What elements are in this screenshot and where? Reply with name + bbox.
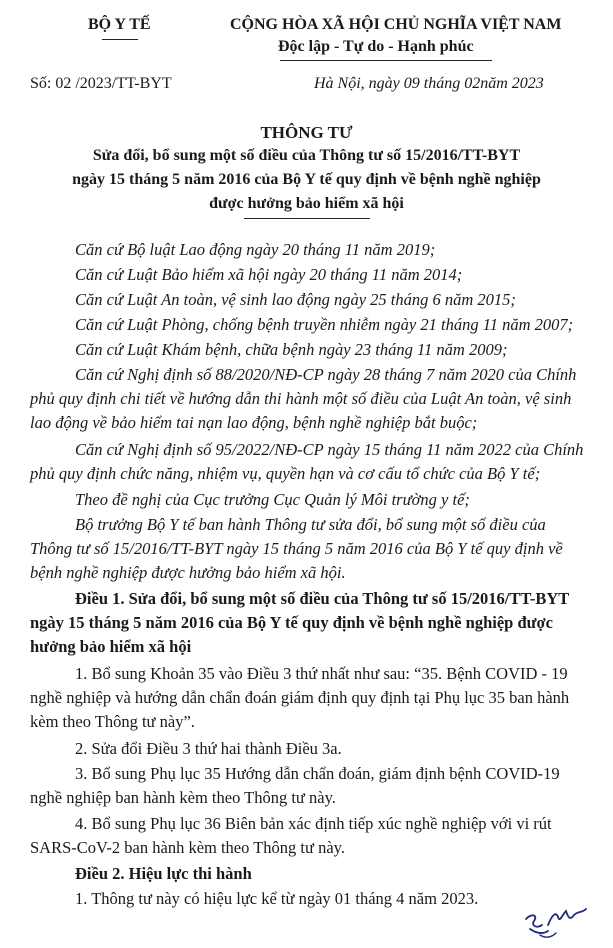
legal-basis-2: Căn cứ Luật Bảo hiểm xã hội ngày 20 tháng 11 năm 2014; bbox=[75, 265, 463, 284]
title-line-3: được hưởng bảo hiểm xã hội bbox=[209, 195, 404, 212]
title-line-1: Sửa đổi, bổ sung một số điều của Thông tư số 15/2016/TT-BYT bbox=[92, 147, 521, 164]
issuance-line-3: bệnh nghề nghiệp được hưởng bảo hiểm xã hội. bbox=[30, 563, 346, 582]
title-underline bbox=[244, 218, 370, 219]
decree-88-line-3: lao động về bảo hiểm tai nạn lao động, bệnh nghề nghiệp bắt buộc; bbox=[30, 413, 478, 432]
decree-88-line-2: phủ quy định chi tiết về hướng dẫn thi hành một số điều của Luật An toàn, vệ sinh bbox=[30, 389, 572, 408]
article-2-heading: Điều 2. Hiệu lực thi hành bbox=[75, 864, 252, 883]
decree-88-line-1: Căn cứ Nghị định số 88/2020/NĐ-CP ngày 28 tháng 7 năm 2020 của Chính bbox=[75, 365, 577, 384]
legal-basis-5: Căn cứ Luật Khám bệnh, chữa bệnh ngày 23 tháng 11 năm 2009; bbox=[75, 340, 508, 359]
legal-basis-4: Căn cứ Luật Phòng, chống bệnh truyền nhiễm ngày 21 tháng 11 năm 2007; bbox=[75, 315, 574, 334]
issuing-agency: BỘ Y TẾ bbox=[88, 16, 151, 33]
article-2-item-1: 1. Thông tư này có hiệu lực kể từ ngày 01 tháng 4 năm 2023. bbox=[75, 889, 479, 908]
article-1-item-2: 2. Sửa đổi Điều 3 thứ hai thành Điều 3a. bbox=[75, 739, 342, 758]
legal-basis-3: Căn cứ Luật An toàn, vệ sinh lao động ngày 25 tháng 6 năm 2015; bbox=[75, 290, 516, 309]
national-title: CỘNG HÒA XÃ HỘI CHỦ NGHĨA VIỆT NAM bbox=[230, 16, 562, 33]
proposal-line: Theo đề nghị của Cục trưởng Cục Quản lý Môi trường y tế; bbox=[75, 490, 470, 509]
issuance-line-1: Bộ trưởng Bộ Y tế ban hành Thông tư sửa đổi, bổ sung một số điều của bbox=[75, 515, 546, 534]
issuance-line-2: Thông tư số 15/2016/TT-BYT ngày 15 tháng 5 năm 2016 của Bộ Y tế quy định về bbox=[30, 539, 563, 558]
article-1-item-3-line-1: 3. Bổ sung Phụ lục 35 Hướng dẫn chẩn đoán, giám định bệnh COVID-19 bbox=[75, 764, 560, 783]
article-1-item-1-line-3: kèm theo Thông tư này”. bbox=[30, 712, 195, 731]
article-1-item-3-line-2: nghề nghiệp ban hành kèm theo Thông tư này. bbox=[30, 788, 336, 807]
article-1-item-1-line-1: 1. Bổ sung Khoản 35 vào Điều 3 thứ nhất như sau: “35. Bệnh COVID - 19 bbox=[75, 664, 568, 683]
article-1-item-4-line-1: 4. Bổ sung Phụ lục 36 Biên bản xác định tiếp xúc nghề nghiệp với vi rút bbox=[75, 814, 552, 833]
article-1-heading-line-2: ngày 15 tháng 5 năm 2016 của Bộ Y tế quy định về bệnh nghề nghiệp được bbox=[30, 613, 554, 632]
decree-95-line-2: phủ quy định chức năng, nhiệm vụ, quyền hạn và cơ cấu tổ chức của Bộ Y tế; bbox=[30, 464, 541, 483]
motto-underline bbox=[280, 60, 492, 61]
article-1-heading-line-1: Điều 1. Sửa đổi, bổ sung một số điều của Thông tư số 15/2016/TT-BYT bbox=[75, 589, 570, 608]
decree-95-line-1: Căn cứ Nghị định số 95/2022/NĐ-CP ngày 15 tháng 11 năm 2022 của Chính bbox=[75, 440, 584, 459]
agency-underline bbox=[102, 39, 138, 40]
document-type: THÔNG TƯ bbox=[260, 123, 353, 142]
title-line-2: ngày 15 tháng 5 năm 2016 của Bộ Y tế quy định về bệnh nghề nghiệp bbox=[72, 171, 541, 188]
national-motto: Độc lập - Tự do - Hạnh phúc bbox=[278, 38, 474, 55]
article-1-item-1-line-2: nghề nghiệp và hướng dẫn chẩn đoán giám định quy định tại Phụ lục 35 ban hành bbox=[30, 688, 570, 707]
article-1-heading-line-3: hưởng bảo hiểm xã hội bbox=[30, 637, 192, 656]
article-1-item-4-line-2: SARS-CoV-2 ban hành kèm theo Thông tư này. bbox=[30, 838, 345, 857]
document-number: Số: 02 /2023/TT-BYT bbox=[30, 75, 172, 92]
place-and-date: Hà Nội, ngày 09 tháng 02năm 2023 bbox=[314, 75, 544, 92]
legal-basis-1: Căn cứ Bộ luật Lao động ngày 20 tháng 11 năm 2019; bbox=[75, 240, 436, 259]
handwritten-initials bbox=[522, 905, 592, 941]
